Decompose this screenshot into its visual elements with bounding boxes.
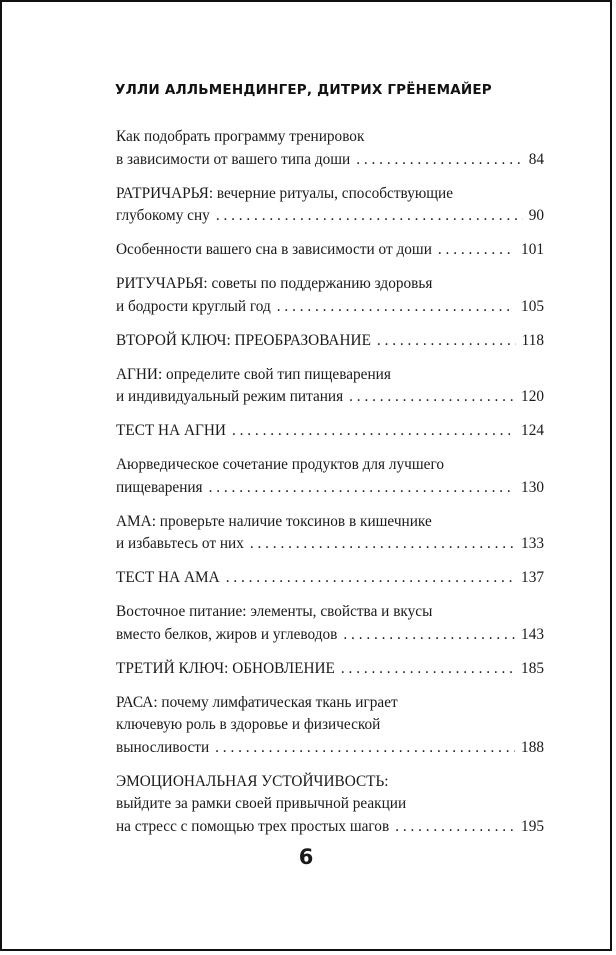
toc-entry-last-line	[116, 330, 544, 353]
toc-entry-last-line	[116, 658, 544, 681]
toc-entry-page: 143	[521, 625, 544, 643]
toc-entry	[116, 273, 544, 318]
toc-entry-page: 185	[521, 659, 544, 677]
toc-entry-line: ключевую роль в здоровье и физической	[116, 716, 381, 733]
toc-entry-title: ВТОРОЙ КЛЮЧ: ПРЕОБРАЗОВАНИЕ	[116, 331, 371, 349]
toc-entry-last-line	[116, 737, 544, 760]
toc-entry	[116, 364, 544, 409]
toc-entry-title: пищеварения	[116, 478, 203, 496]
toc-entry-line: АГНИ: определите свой тип пищеварения	[116, 365, 391, 383]
toc-entry-page: 118	[521, 331, 544, 349]
toc-entry	[116, 420, 544, 443]
toc-entry-last-line	[116, 386, 544, 409]
toc-entry-last-line	[116, 205, 544, 228]
toc-entry-last-line	[116, 149, 544, 172]
toc-entry-last-line	[116, 816, 544, 839]
toc-entry-line: РАТРИЧАРЬЯ: вечерние ритуалы, способствующие	[116, 184, 454, 202]
toc-entry-last-line	[116, 239, 544, 262]
toc-entry-title: Особенности вашего сна в зависимости от доши	[116, 241, 432, 258]
toc-entry	[116, 692, 544, 760]
toc-entry-title: ТРЕТИЙ КЛЮЧ: ОБНОВЛЕНИЕ	[116, 659, 335, 677]
toc-entry-title: и избавьтесь от них	[116, 535, 244, 552]
toc-entry-line: Аюрведическое сочетание продуктов для лучшего	[116, 456, 444, 473]
toc-entry-last-line	[116, 533, 544, 556]
toc-entry	[116, 567, 544, 590]
toc-entry-page: 101	[521, 241, 544, 258]
dot-leader	[349, 386, 515, 409]
running-head: УЛЛИ АЛЛЬМЕНДИНГЕР, ДИТРИХ ГРЁНЕМАЙЕР	[115, 82, 492, 98]
toc-entry-line: АМА: проверьте наличие токсинов в кишечнике	[116, 512, 432, 530]
toc-entry-title: выносливости	[116, 738, 210, 756]
toc-entry-line: выйдите за рамки своей привычной реакции	[116, 795, 407, 812]
dot-leader	[377, 330, 516, 353]
dot-leader	[215, 737, 515, 760]
dot-leader	[356, 149, 522, 172]
toc-entry-last-line	[116, 624, 544, 647]
toc-entry	[116, 658, 544, 681]
dot-leader	[395, 816, 515, 839]
toc-entry	[116, 330, 544, 353]
dot-leader	[232, 420, 515, 443]
toc-entry	[116, 183, 544, 228]
toc-entry-title: в зависимости от вашего типа доши	[116, 150, 351, 168]
toc-entry	[116, 511, 544, 556]
toc-entry-title: и индивидуальный режим питания	[116, 388, 344, 405]
toc-entry-page: 195	[521, 817, 544, 835]
dot-leader	[250, 533, 515, 556]
toc-entry-last-line	[116, 477, 544, 500]
dot-leader	[226, 567, 515, 590]
toc-entry-page: 188	[521, 738, 544, 756]
dot-leader	[438, 239, 515, 262]
toc-entry-line: Восточное питание: элементы, свойства и вкусы	[116, 603, 433, 620]
toc-entry-last-line	[116, 420, 544, 443]
toc-entry	[116, 239, 544, 262]
toc-entry-title: на стресс с помощью трех простых шагов	[116, 817, 390, 835]
toc-entry-page: 137	[521, 569, 544, 586]
dot-leader	[209, 477, 515, 500]
toc-entry	[116, 601, 544, 646]
toc-entry-line: РИТУЧАРЬЯ: советы по поддержанию здоровья	[116, 275, 433, 292]
toc-entry-last-line	[116, 567, 544, 590]
dot-leader	[343, 624, 515, 647]
toc-entry-line: РАСА: почему лимфатическая ткань играет	[116, 693, 398, 711]
dot-leader	[216, 205, 523, 228]
toc-entry-title: ТЕСТ НА АГНИ	[116, 422, 226, 439]
toc-entry-page: 90	[528, 207, 544, 224]
toc-entry	[116, 771, 544, 839]
dot-leader	[341, 658, 515, 681]
toc-entry-page: 120	[521, 388, 544, 405]
toc-entry-title: глубокому сну	[116, 207, 210, 224]
toc-entry-title: и бодрости круглый год	[116, 297, 271, 315]
dot-leader	[277, 296, 515, 319]
toc-entry-page: 133	[521, 535, 544, 552]
toc-entry-line: ЭМОЦИОНАЛЬНАЯ УСТОЙЧИВОСТЬ:	[116, 772, 389, 790]
toc-entry-line: Как подобрать программу тренировок	[116, 128, 365, 145]
page-number: 6	[298, 845, 314, 869]
toc-entry-page: 84	[528, 150, 544, 168]
toc-entry-page: 130	[521, 478, 544, 496]
toc-entry-last-line	[116, 296, 544, 319]
toc-entry-title: вместо белков, жиров и углеводов	[116, 625, 338, 643]
toc-entry-page: 124	[521, 422, 544, 439]
toc-entry	[116, 126, 544, 171]
toc-entry-title: ТЕСТ НА АМА	[116, 569, 220, 586]
toc-entry-page: 105	[521, 297, 544, 315]
toc-entry	[116, 454, 544, 499]
table-of-contents	[116, 126, 544, 850]
